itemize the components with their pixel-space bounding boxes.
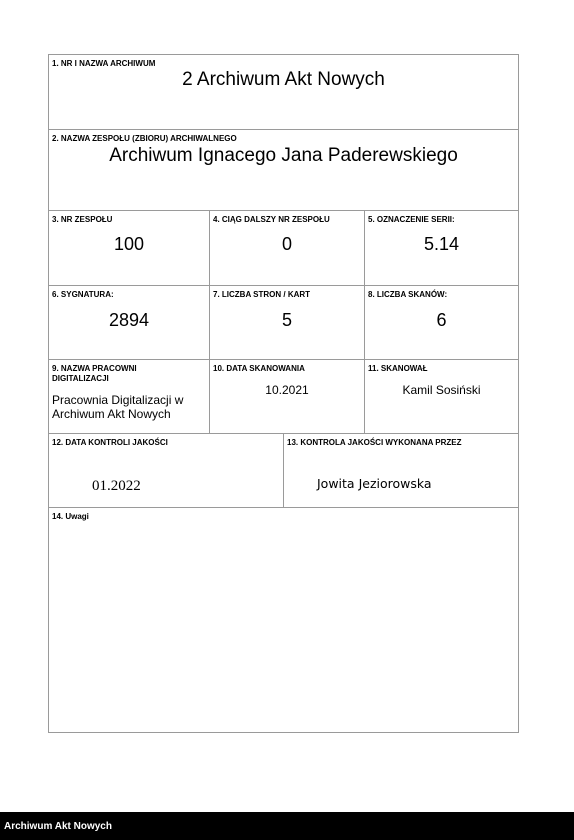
series-label: 5. OZNACZENIE SERII: — [368, 215, 455, 224]
archive-cell — [49, 55, 518, 130]
pages-label: 7. LICZBA STRON / KART — [213, 290, 311, 299]
scan-date-label: 10. DATA SKANOWANIA — [213, 364, 305, 373]
studio-value-line1: Pracownia Digitalizacji w — [52, 393, 184, 407]
notes-label: 14. Uwagi — [52, 512, 89, 521]
fond-name-label: 2. NAZWA ZESPOŁU (ZBIORU) ARCHIWALNEGO — [52, 134, 237, 143]
signature-cell — [49, 286, 210, 360]
fond-name-value: Archiwum Ignacego Jana Paderewskiego — [109, 145, 458, 166]
fond-continuation-label: 4. CIĄG DALSZY NR ZESPOŁU — [213, 215, 330, 224]
fond-number-label: 3. NR ZESPOŁU — [52, 215, 113, 224]
signature-value: 2894 — [108, 310, 150, 330]
scans-value: 6 — [436, 310, 447, 330]
signature-label: 6. SYGNATURA: — [52, 290, 114, 299]
pages-value: 5 — [281, 310, 292, 330]
scanned-by-value: Kamil Sosiński — [402, 383, 481, 397]
qc-date-value: 01.2022 — [92, 478, 141, 494]
pages-cell — [210, 286, 365, 360]
scanned-by-label: 11. SKANOWAŁ — [368, 364, 428, 373]
fond-number-value: 100 — [113, 234, 145, 254]
studio-cell — [49, 360, 210, 434]
fond-name-cell — [49, 130, 518, 211]
metadata-form — [48, 54, 519, 733]
series-value: 5.14 — [423, 234, 460, 254]
footer-bar — [0, 812, 574, 840]
studio-value-line2: Archiwum Akt Nowych — [52, 407, 171, 421]
fond-continuation-value: 0 — [281, 234, 292, 254]
qc-date-cell — [49, 434, 284, 508]
footer-text: Archiwum Akt Nowych — [4, 821, 112, 832]
series-cell — [365, 211, 518, 286]
scan-date-cell — [210, 360, 365, 434]
archive-value: 2 Archiwum Akt Nowych — [182, 69, 385, 90]
notes-cell — [49, 508, 518, 732]
qc-by-value: Jowita Jeziorowska — [317, 476, 432, 491]
scanned-by-cell — [365, 360, 518, 434]
fond-continuation-cell — [210, 211, 365, 286]
archive-label: 1. NR I NAZWA ARCHIWUM — [52, 59, 156, 68]
scans-cell — [365, 286, 518, 360]
qc-date-label: 12. DATA KONTROLI JAKOŚCI — [52, 438, 168, 447]
fond-number-cell — [49, 211, 210, 286]
studio-label: 9. NAZWA PRACOWNI DIGITALIZACJI — [52, 364, 137, 383]
scans-label: 8. LICZBA SKANÓW: — [368, 290, 448, 299]
scan-date-value: 10.2021 — [265, 383, 309, 397]
qc-by-label: 13. KONTROLA JAKOŚCI WYKONANA PRZEZ — [287, 438, 462, 447]
qc-by-cell — [284, 434, 518, 508]
